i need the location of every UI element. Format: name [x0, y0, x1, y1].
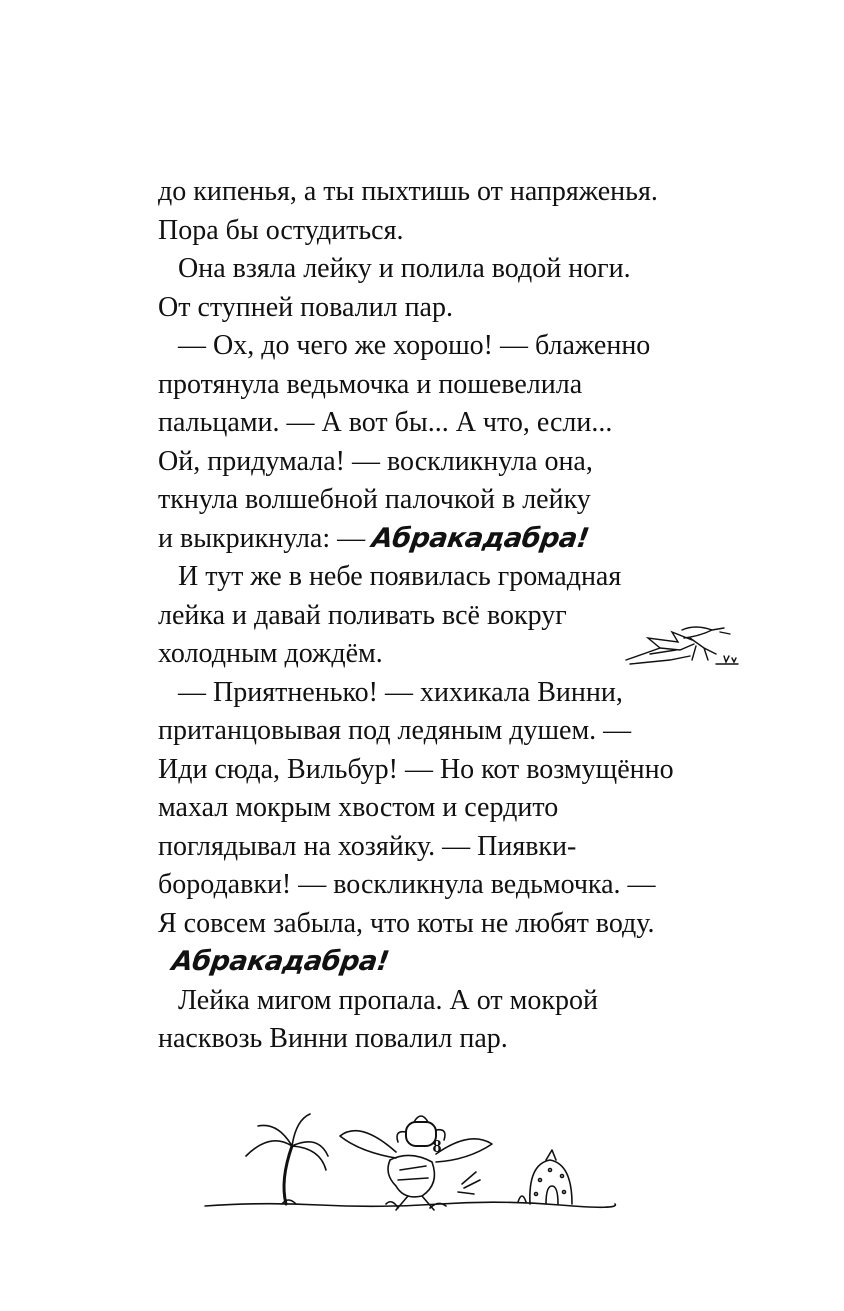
text-line: до кипенья, а ты пыхтишь от напряженья. — [158, 176, 658, 207]
text-line: холодным дождём. — [158, 638, 383, 669]
text-line: поглядывал на хозяйку. — Пиявки- — [158, 830, 577, 862]
text-line: Ой, придумала! — воскликнула она, — [158, 445, 593, 477]
text-line: махал мокрым хвостом и сердито — [158, 792, 559, 823]
text-line: протянула ведьмочка и пошевелила — [158, 368, 583, 400]
text-line: и выкрикнула: — Абракадабра! — [158, 520, 718, 559]
text-line: пальцами. — А вот бы... А что, если... — [158, 407, 613, 438]
text-line: И тут же в небе появилась громадная — [178, 561, 622, 592]
text-line: Она взяла лейку и полила водой ноги. — [178, 253, 631, 284]
text-line — [158, 943, 718, 982]
body-text — [158, 173, 718, 1059]
text-line: бородавки! — воскликнула ведьмочка. — — [158, 869, 656, 900]
text-line: — Приятненько! — хихикала Винни, — [178, 676, 623, 708]
text-line: От ступней повалил пар. — [158, 291, 453, 323]
text-line: Пора бы остудиться. — [158, 214, 404, 246]
text-line: Лейка мигом пропала. А от мокрой — [178, 984, 598, 1016]
text-line: ткнула волшебной палочкой в лейку — [158, 484, 591, 515]
text-line: лейка и давай поливать всё вокруг — [158, 599, 567, 631]
text-line: — Ох, до чего же хорошо! — блаженно — [178, 330, 651, 361]
footer-illustration — [200, 1100, 620, 1220]
text-line: Иди сюда, Вильбур! — Но кот возмущённо — [158, 753, 674, 785]
magic-word: Абракадабра! — [370, 522, 592, 554]
page-number: 8 — [432, 1136, 442, 1156]
dragonfly-doodle-icon — [620, 620, 740, 670]
text-line: Я совсем забыла, что коты не любят воду. — [158, 907, 655, 939]
text-line: пританцовывая под ледяным душем. — — [158, 715, 632, 746]
magic-word: Абракадабра! — [169, 946, 391, 977]
text-line: насквозь Винни повалил пар. — [158, 1023, 508, 1054]
